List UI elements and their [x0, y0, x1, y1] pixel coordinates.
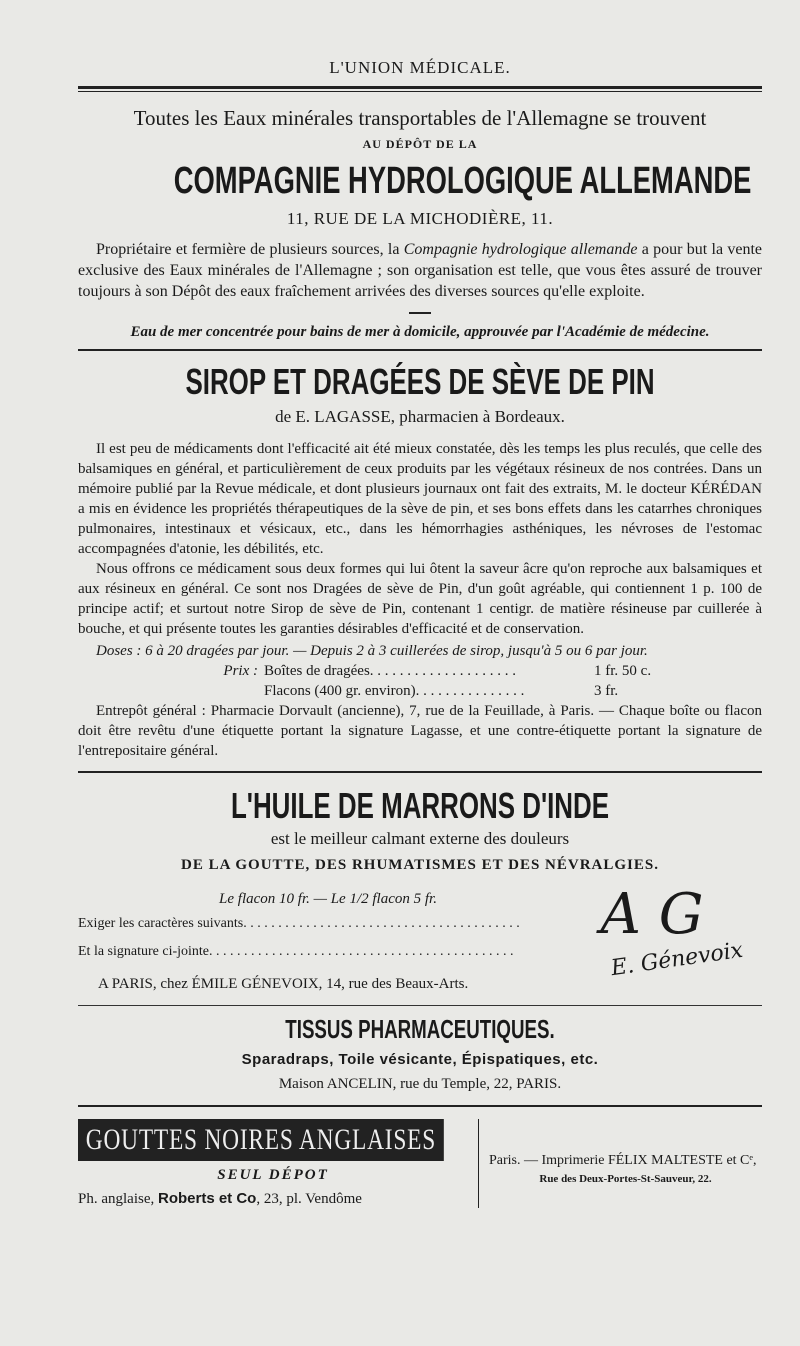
ad1-depot: AU DÉPÔT DE LA [362, 137, 478, 151]
ad5-depot: SEUL DÉPOT [217, 1167, 329, 1183]
running-head: L'UNION MÉDICALE. [329, 58, 511, 77]
ad1-lead: Toutes les Eaux minérales transportables de l'Allemagne se trouvent [133, 106, 707, 130]
ad2-price-val: 3 fr. [594, 683, 619, 699]
header-rule [78, 86, 762, 92]
printer-line1: Paris. — Imprimerie FÉLIX MALTESTE et Cᵉ, [489, 1153, 757, 1168]
ad5-banner: GOUTTES NOIRES ANGLAISES [78, 1119, 444, 1161]
bottom-section [78, 1119, 762, 1208]
printer-line2: Rue des Deux-Portes-St-Sauveur, 22. [539, 1173, 712, 1185]
ad2-prix-label: Prix : [223, 663, 258, 679]
rule-3 [78, 1005, 762, 1006]
ad-tissus [78, 1014, 762, 1093]
ad5-agent [78, 1190, 468, 1208]
ad-marrons-dinde [78, 785, 762, 993]
ad2-price-val: 1 fr. 50 c. [594, 663, 652, 679]
ad1-para-em: Compagnie hydrologique allemande [403, 241, 638, 258]
ad-hydrologique [78, 106, 762, 341]
ad1-company: COMPAGNIE HYDROLOGIQUE ALLEMANDE [173, 160, 752, 202]
ad1-note: Eau de mer concentrée pour bains de mer à domicile, approuvée par l'Académie de médecine. [130, 324, 710, 340]
ad4-maison: Maison ANCELIN, rue du Temple, 22, PARIS. [278, 1076, 562, 1092]
ad2-p2: Nous offrons ce médicament sous deux formes qui lui ôtent la saveur âcre qu'on reproche aux balsamiques et aux résineux en général. Ce sont nos Dragées de sève de Pin, d'un goût agréable, qui contiennent 1 p. 100 de principe actif; et surtout notre Sirop de sève de Pin, contenant 1 centigr. de matière résineuse par cuillerée à bouche, et qui présente toutes les garanties désirables d'efficacité et de conservation. [78, 561, 762, 637]
ad1-para-b: a pour but la vente exclusive des Eaux minérales de l'Allemagne ; son organisation est telle, que vous êtes assuré de trouver toujours à son Dépôt des eaux fraîchement arrivées des diverses sources qu'elle exploite. [78, 241, 763, 300]
ad2-p1: Il est peu de médicaments dont l'efficacité ait été mieux constatée, dès les temps les plus reculés, que celle des balsamiques en général, et particulièrement de ceux produits par les végétaux résineux de nos contrées. Dans un mémoire publié par la Revue médicale, et dont plusieurs journaux ont fait des extraits, M. le docteur KÉRÉDAN a mis en évidence les propriétés thérapeutiques de la sève de pin, et ses bons effets dans les catarrhes chroniques pulmonaires, intestinaux et vésicaux, etc., dans les hémorrhagies asthéniques, les névroses de l'estomac accompagnées d'atonie, les débilités, etc. [78, 441, 762, 557]
ad2-price-row-1 [78, 661, 762, 681]
ad5-agent-a: Ph. anglaise, [78, 1191, 158, 1207]
ad2-title: SIROP ET DRAGÉES DE SÈVE DE PIN [185, 361, 655, 402]
ad3-signature-block [78, 882, 762, 982]
ad3-paris: A PARIS, chez ÉMILE GÉNEVOIX, 14, rue des Beaux-Arts. [98, 976, 469, 992]
ad2-entrepot: Entrepôt général : Pharmacie Dorvault (ancienne), 7, rue de la Feuillade, à Paris. — Chaque boîte ou flacon doit être revêtu d'une étiquette portant la signature Lagasse, et une contre-étiquette portant la signature de l'entrepositaire général. [78, 703, 762, 759]
ad3-signature: E. Génevoix [609, 937, 745, 982]
ad2-by: de E. LAGASSE, pharmacien à Bordeaux. [275, 407, 565, 426]
ad3-band: DE LA GOUTTE, DES RHUMATISMES ET DES NÉVRALGIES. [181, 857, 659, 873]
rule-4 [78, 1105, 762, 1107]
ad1-para-a: Propriétaire et fermière de plusieurs sources, la [96, 241, 404, 258]
ad3-title: L'HUILE DE MARRONS D'INDE [230, 785, 610, 826]
ad1-address: 11, RUE DE LA MICHODIÈRE, 11. [286, 209, 554, 228]
ad2-price-item: Flacons (400 gr. environ). . . . . . . . . . . . . . . [264, 683, 525, 699]
ad3-line2: Et la signature ci-jointe. . . . . . . . . . . . . . . . . . . . . . . . . . . . . . . . . . . . . . . . . . . . [78, 944, 514, 959]
ad2-price-row-2 [78, 681, 762, 701]
ad3-sub: est le meilleur calmant externe des douleurs [270, 829, 570, 848]
ad-seve-de-pin [78, 361, 762, 761]
ad2-price-item: Boîtes de dragées. . . . . . . . . . . . . . . . . . . . [264, 663, 517, 679]
ad-gouttes-noires [78, 1119, 479, 1208]
ad3-line1: Exiger les caractères suivants. . . . . . . . . . . . . . . . . . . . . . . . . . . . . . . . . . . . . . . . [78, 916, 520, 931]
ad3-price: Le flacon 10 fr. — Le 1/2 flacon 5 fr. [219, 891, 437, 907]
ad1-paragraph [78, 239, 762, 302]
ad1-dash [409, 312, 431, 314]
ad4-items: Sparadraps, Toile vésicante, Épispatiques, etc. [241, 1051, 599, 1068]
rule-2 [78, 771, 762, 773]
ad5-agent-b: Roberts et Co [158, 1190, 257, 1207]
ad5-agent-c: , 23, pl. Vendôme [256, 1191, 362, 1207]
ad4-title: TISSUS PHARMACEUTIQUES. [285, 1014, 555, 1044]
rule-1 [78, 349, 762, 351]
ad2-doses: Doses : 6 à 20 dragées par jour. — Depuis 2 à 3 cuillerées de sirop, jusqu'à 5 ou 6 par jour. [96, 643, 648, 659]
printer-imprint [479, 1119, 762, 1208]
ad3-monogram: A G [600, 882, 704, 947]
